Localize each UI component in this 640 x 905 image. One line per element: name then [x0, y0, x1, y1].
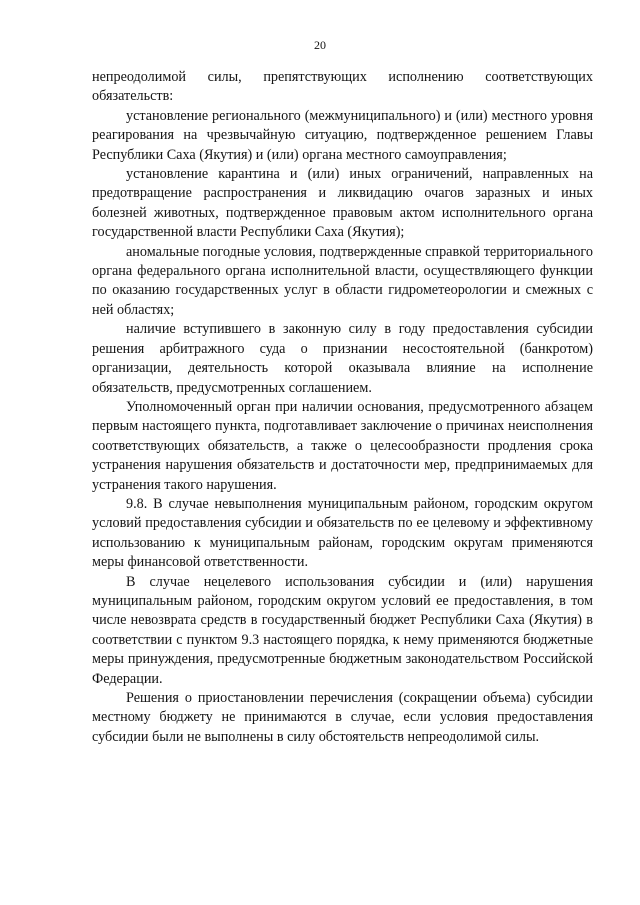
paragraph-bankruptcy: наличие вступившего в законную силу в году предоставления субсидии решения арбитражного суда о признании несостоятельной (банкротом) организации, деятельность которой оказывала влияние на исполнение обязательств, предусмотренных соглашением.: [92, 321, 593, 396]
paragraph-9-8: 9.8. В случае невыполнения муниципальным районом, городским округом условий предоставления субсидии и обязательств по ее целевому и эффективному использованию к муниципальным районам, городским округам применяются меры финансовой ответственности.: [92, 495, 593, 571]
paragraph-suspension-decisions: Решения о приостановлении перечисления (сокращении объема) субсидии местному бюджету не принимаются в случае, если условия предоставления субсидии были не выполнены в силу обстоятельств непреодолимой силы.: [92, 690, 593, 745]
page-number: 20: [314, 38, 326, 52]
paragraph-misuse-of-subsidy: В случае нецелевого использования субсидии и (или) нарушения муниципальным районом, городским округом условий ее предоставления, в том числе невозврата средств в государственный бюджет Республики Саха (Якутия) в соответствии с пунктом 9.3 настоящего порядка, к нему применяются бюджетные меры принуждения, предусмотренные бюджетным законодательством Российской Федерации.: [92, 573, 593, 687]
paragraph-quarantine: установление карантина и (или) иных ограничений, направленных на предотвращение распространения и ликвидацию очагов заразных и иных болезней животных, подтвержденное правовым актом исполнительного органа государственной власти Республики Саха (Якутия);: [92, 166, 593, 241]
document-body: [92, 68, 593, 747]
paragraph-authorized-body: Уполномоченный орган при наличии основания, предусмотренного абзацем первым настоящего пункта, подготавливает заключение о причинах неисполнения соответствующих обязательств, а также о целесообразности продления срока устранения нарушения обязательств и достаточности мер, предпринимаемых для устранения такого нарушения.: [92, 398, 593, 493]
paragraph-emergency-response: установление регионального (межмуниципального) и (или) местного уровня реагирования на чрезвычайную ситуацию, подтвержденное решением Главы Республики Саха (Якутия) и (или) органа местного самоуправления;: [92, 107, 593, 163]
paragraph-weather-conditions: аномальные погодные условия, подтвержденные справкой территориального органа федерального органа исполнительной власти, осуществляющего функции по оказанию государственных услуг в области гидрометеорологии и смежных с ней областях;: [92, 243, 593, 318]
paragraph-force-majeure-intro: непреодолимой силы, препятствующих исполнению соответствующих обязательств:: [92, 69, 593, 105]
